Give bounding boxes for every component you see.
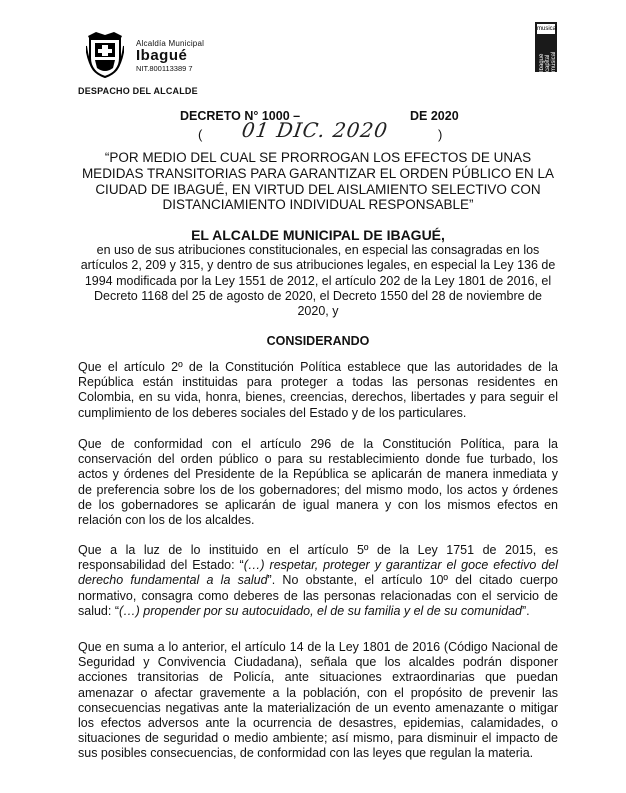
paragraph-1: Que el artículo 2º de la Constitución Política establece que las autoridades de la República están instituidas para proteger a todas las personas residentes en Colombia, en su vida, honra, bienes, creencias, derechos, libertades y para seguir el cumplimiento de los deberes sociales del Estado y de los particulares. [78, 360, 558, 420]
stamp-top-text: musical [537, 26, 558, 32]
paragraph-2: Que de conformidad con el artículo 296 de la Constitución Política, para la conservación del orden público o para su restablecimiento donde fue turbado, los actos y órdenes del Presidente de la República se aplicarán de manera inmediata y de preferencia sobre los de los gobernadores; del mismo modo, los actos y órdenes de los gobernadores se aplicarán de igual manera y con los mismos efectos en relación con los de los alcaldes. [78, 437, 558, 528]
paragraph-4: Que en suma a lo anterior, el artículo 14 de la Ley 1801 de 2016 (Código Nacional de Seguridad y Convivencia Ciudadana), señala que los alcaldes podrán disponer acciones transitorias de Policía, ante situaciones extraordinarias que puedan amenazar o afectar gravemente a la población, con el propósito de prevenir las consecuencias negativas ante la materialización de un evento amenazante o mitigar los efectos adversos ante la ocurrencia de desastres, epidemias, calamidades, o situaciones de seguridad o medio ambiente; así mismo, para disminuir el impacto de sus posibles consecuencias, de conformidad con las leyes que regulan la materia. [78, 640, 558, 761]
decree-title: “POR MEDIO DEL CUAL SE PRORROGAN LOS EFECTOS DE UNAS MEDIDAS TRANSITORIAS PARA GARANTIZAR EL ORDEN PÚBLICO EN LA CIUDAD DE IBAGUÉ, EN VIRTUD DEL AISLAMIENTO SELECTIVO CON DISTANCIAMIENTO INDIVIDUAL RESPONSABLE” [81, 150, 555, 213]
coat-of-arms-logo [86, 32, 124, 78]
logo-line1: Alcaldía Municipal [136, 39, 205, 48]
logo-city: Ibagué [136, 47, 188, 65]
office-name: DESPACHO DEL ALCALDE [78, 86, 198, 96]
authority-heading: EL ALCALDE MUNICIPAL DE IBAGUÉ, [191, 227, 445, 243]
municipality-logo-text [136, 40, 204, 73]
decree-year: DE 2020 [410, 109, 459, 123]
considering-heading: CONSIDERANDO [266, 334, 370, 348]
paragraph-3-quote-1: (…) respetar, proteger y garantizar el goce efectivo del derecho fundamental a la salud [78, 558, 559, 588]
capital-musical-stamp [535, 22, 557, 72]
handwritten-date: 01 DIC. 2020 [240, 118, 390, 142]
stamp-side-text: Ibagué capital musical [539, 51, 557, 72]
paragraph-3-part-c: ”. No obstante, el artículo 10º del citado cuerpo normativo, consagra como deberes de las personas relacionadas con el servicio de salud: “ [78, 573, 558, 618]
paren-close: ) [438, 127, 443, 142]
logo-nit: NIT.800113389 7 [136, 64, 193, 74]
decree-number: DECRETO N° 1000 – [180, 109, 301, 123]
paren-open: ( [198, 127, 203, 142]
paragraph-3-part-e: ”. [522, 603, 530, 618]
paragraph-3-part-a: Que a la luz de lo instituido en el artículo 5º de la Ley 1751 de 2015, es responsabilidad del Estado: “ [78, 543, 558, 573]
paragraph-3-quote-2: (…) propender por su autocuidado, el de su familia y el de su comunidad [119, 603, 523, 618]
attributions-text: en uso de sus atribuciones constitucionales, en especial las consagradas en los artículos 2, 209 y 315, y dentro de sus atribuciones legales, en especial la Ley 136 de 1994 modificada por la Ley 1551 de 2012, el artículo 202 de la Ley 1801 de 2016, el Decreto 1168 del 25 de agosto de 2020, el Decreto 1550 del 28 de noviembre de 2020, y [80, 243, 556, 319]
paragraph-3 [78, 543, 558, 619]
